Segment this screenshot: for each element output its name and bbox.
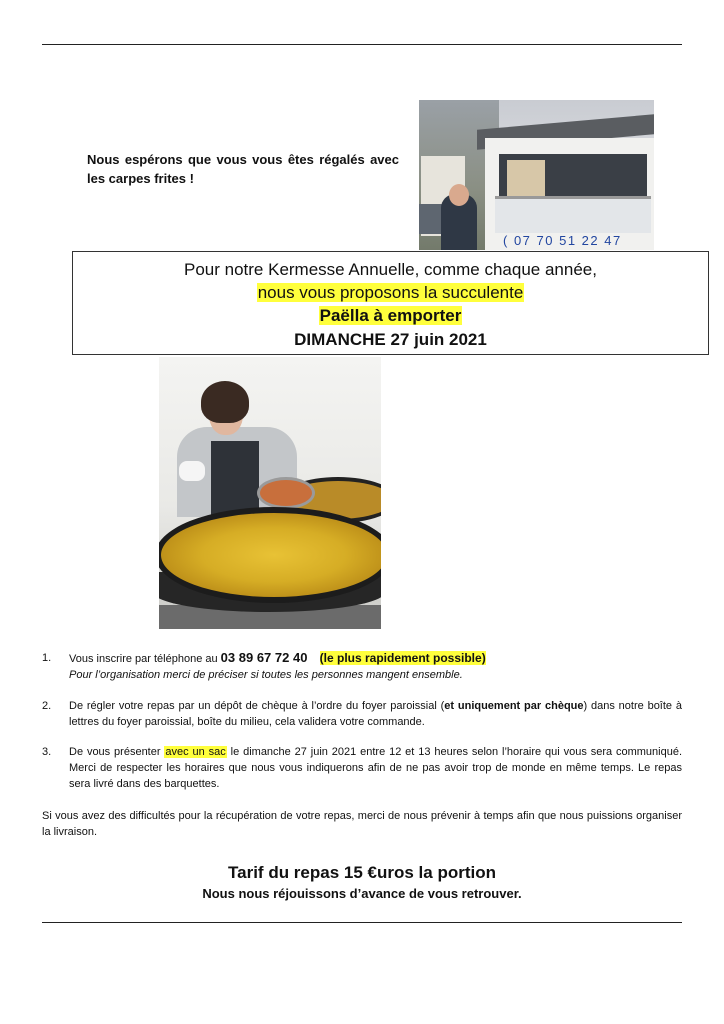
paella-pan [159, 507, 381, 603]
step-text [69, 744, 682, 792]
closing-text: Nous nous réjouissons d’avance de vous retrouver. [202, 886, 522, 901]
top-divider [42, 44, 682, 45]
food-truck-photo [419, 100, 654, 250]
step-3-text-before: De vous présenter [69, 746, 161, 758]
step-1-text: Vous inscrire par téléphone au [69, 653, 218, 665]
announcement-line-2-text: nous vous proposons la succulente [257, 283, 524, 302]
step-3-highlight: avec un sac [165, 746, 226, 758]
step-text [69, 650, 682, 683]
step-1-note: Pour l’organisation merci de préciser si toutes les personnes mangent ensemble. [69, 669, 463, 681]
step-number: 1. [42, 652, 52, 664]
price-heading: Tarif du repas 15 €uros la portion [228, 863, 496, 882]
announcement-line-1: Pour notre Kermesse Annuelle, comme chaque année, [184, 260, 597, 279]
paella-photo [159, 357, 381, 629]
step-2-bold: et uniquement par chèque [444, 700, 584, 712]
cook-glove [179, 461, 205, 481]
announcement-date: DIMANCHE 27 juin 2021 [294, 330, 487, 349]
delivery-note: Si vous avez des difficultés pour la récupération de votre repas, merci de nous prévenir à temps afin que nous puissions organiser la livraison. [42, 810, 682, 838]
man-head [449, 184, 469, 206]
step-3-text-after: le dimanche 27 juin 2021 entre 12 et 13 heures selon l’horaire qui vous sera communiqué. Merci de respecter les horaires que nous vous indiquerons afin de ne pas avoir trop de monde en même temps. Le repas sera livré dans des barquettes. [69, 746, 683, 790]
step-2-text-before: De régler votre repas par un dépôt de chèque à l’ordre du foyer paroissial ( [69, 700, 445, 712]
step-2-text-after: ) dans notre boîte à lettres du foyer paroissial, boîte du milieu, cela validera votre commande. [69, 700, 682, 728]
shrimp-bowl [257, 477, 315, 509]
step-number: 2. [42, 700, 52, 712]
truck-interior [507, 160, 545, 196]
bottom-divider [42, 922, 682, 923]
announcement-line-3 [73, 305, 708, 327]
announcement-paella-title: Paëlla à emporter [319, 306, 462, 325]
truck-phone-number: 07 70 51 22 47 [513, 233, 622, 248]
truck-counter [495, 196, 651, 233]
phone-number: 03 89 67 72 40 [220, 650, 308, 665]
truck-phone-sign: ( 07 70 51 22 47 [503, 233, 622, 248]
cook-hair [201, 381, 249, 423]
step-text [69, 698, 682, 730]
intro-text: Nous espérons que vous vous êtes régalés avec les carpes frites ! [87, 152, 399, 186]
step-1-highlight: (le plus rapidement possible) [319, 651, 486, 665]
step-number: 3. [42, 746, 52, 758]
announcement-line-2 [73, 282, 708, 304]
announcement-box [72, 251, 709, 355]
